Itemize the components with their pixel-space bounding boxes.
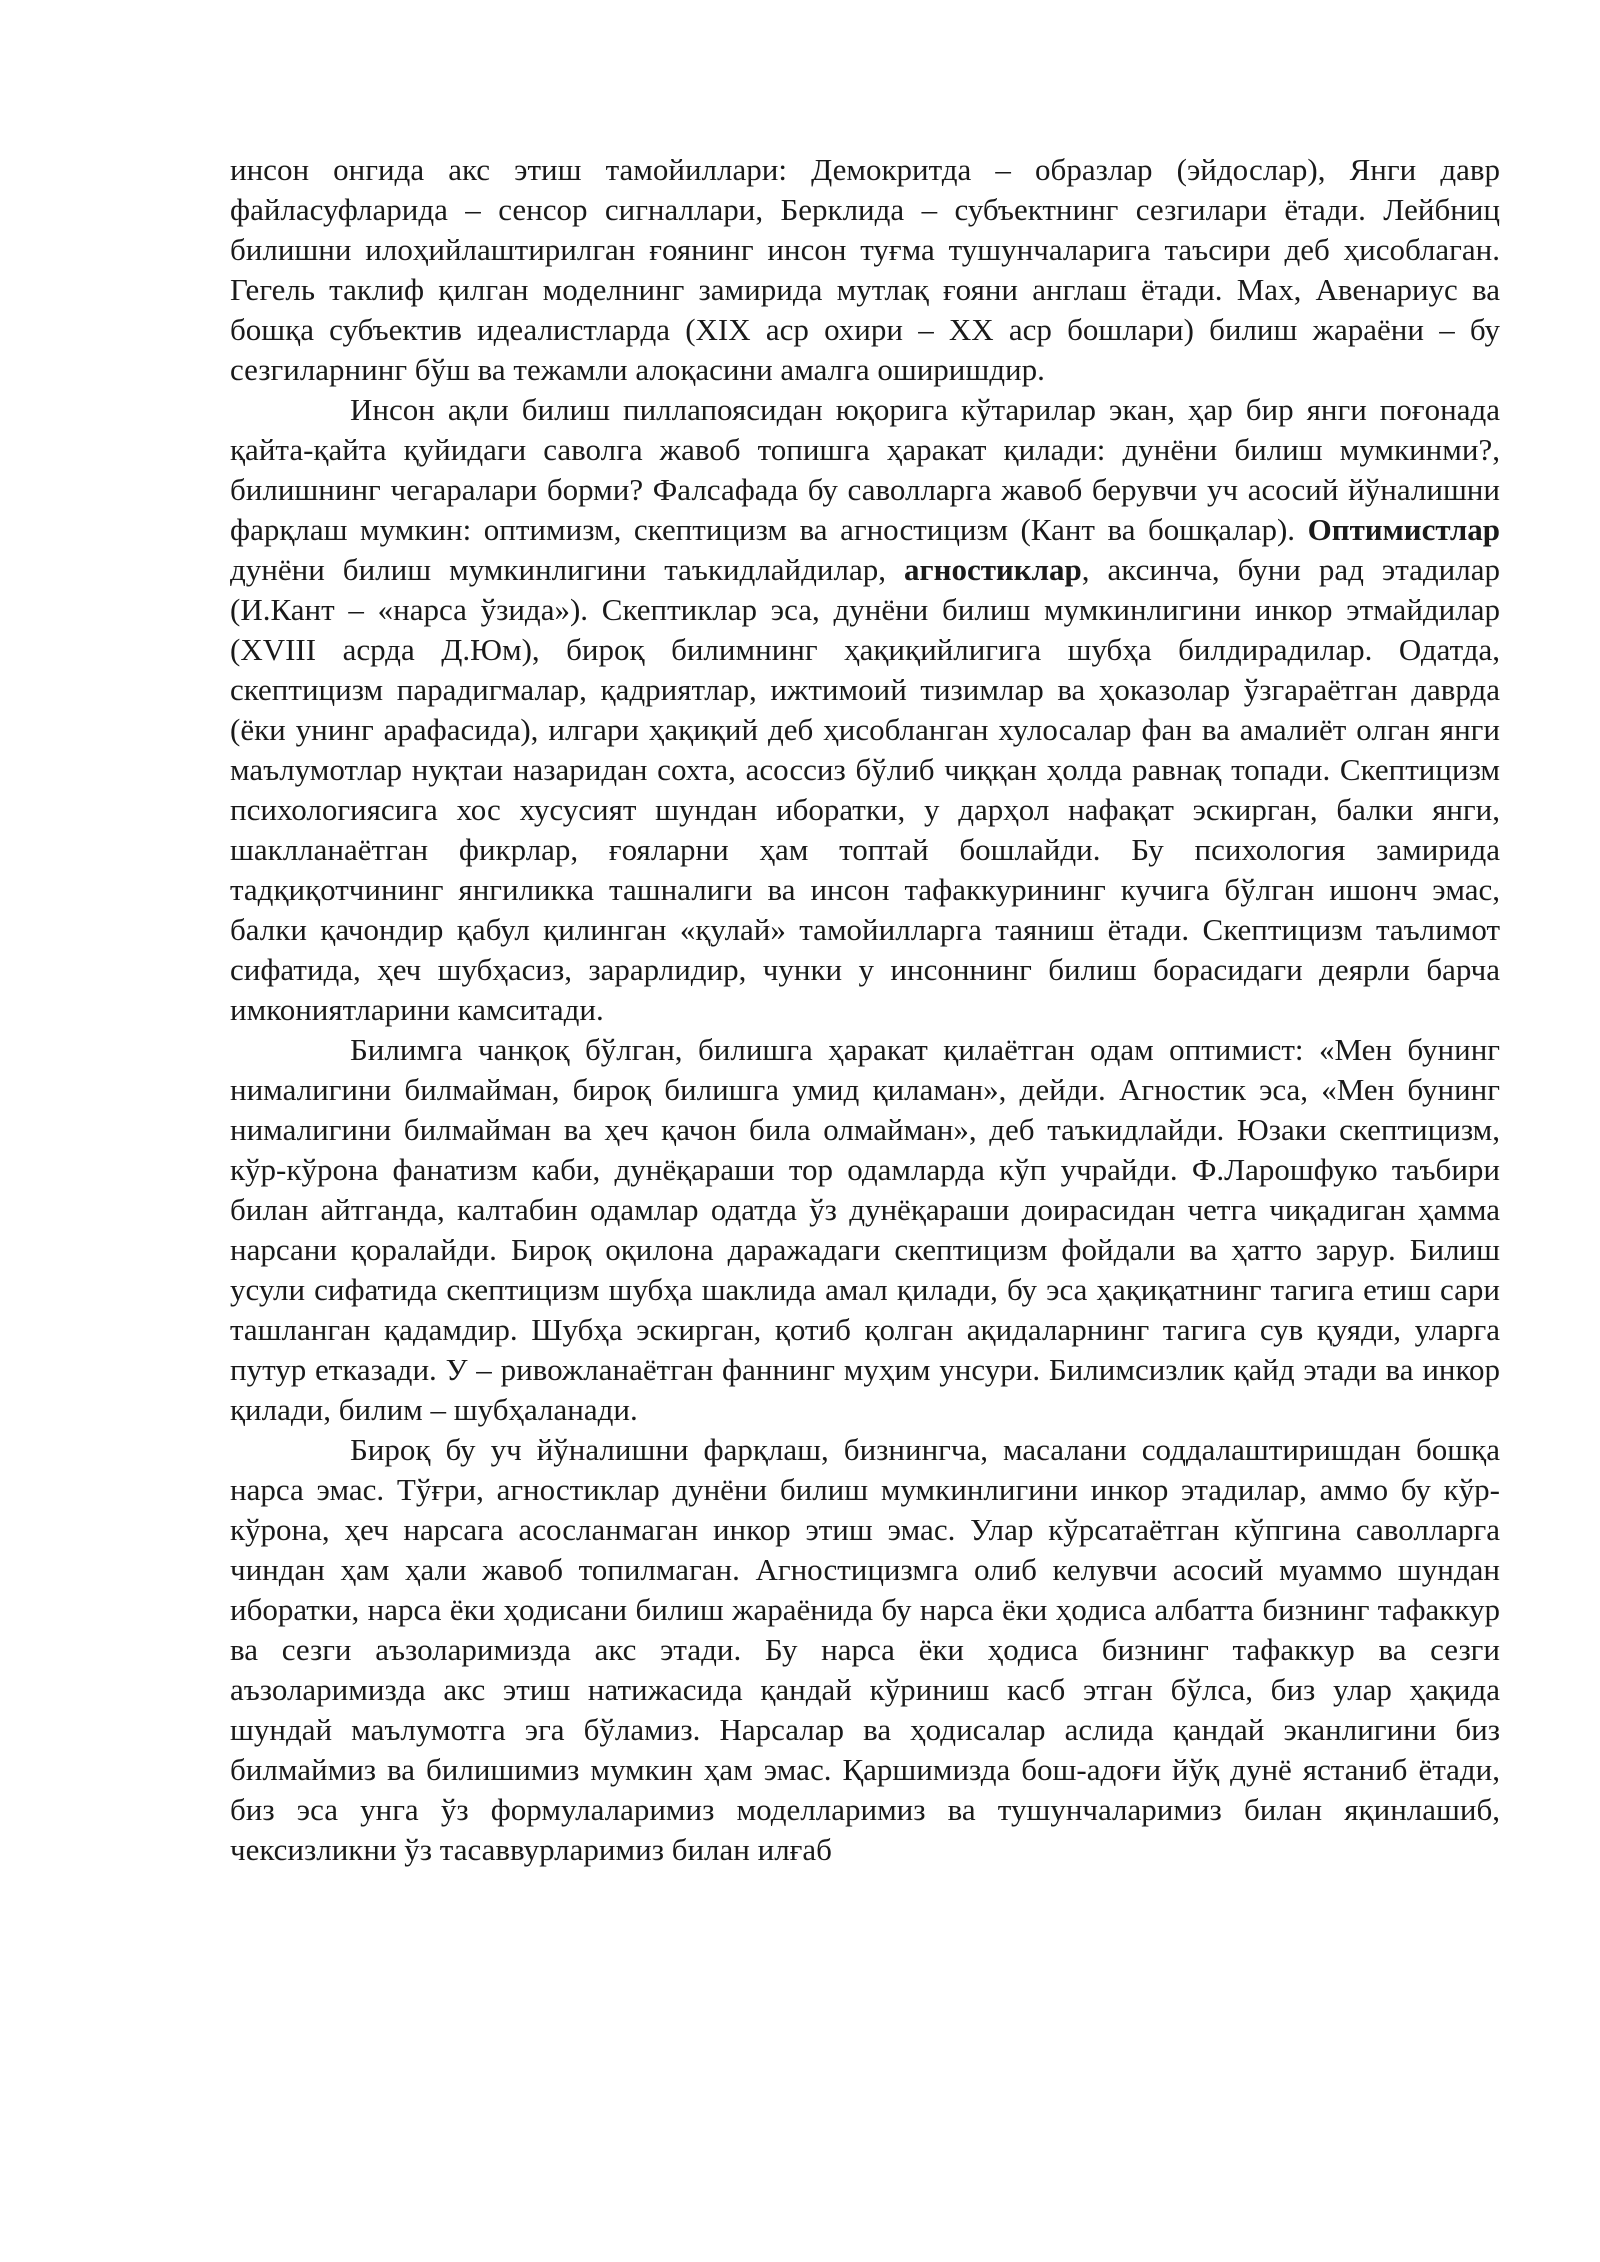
term-agnostics: агностиклар <box>904 552 1082 587</box>
paragraph-2 <box>230 390 1500 1030</box>
paragraph-2-text-a: Инсон ақли билиш пиллапоясидан юқорига кўтарилар экан, ҳар бир янги поғонада қайта-қайта қуйидаги саволга жавоб топишга ҳаракат қилади: дунёни билиш мумкинми?, билишнинг чегаралари борми? Фалсафада бу саволларга жавоб берувчи уч асосий йўналишни фарқлаш мумкин: оптимизм, скептицизм ва агностицизм (Кант ва бошқалар). <box>230 392 1500 547</box>
paragraph-4 <box>230 1430 1500 1870</box>
paragraph-1-text: инсон онгида акс этиш тамойиллари: Демокритда – образлар (эйдослар), Янги давр файласуфларида – сенсор сигналлари, Берклида – субъектнинг сезгилари ётади. Лейбниц билишни илоҳийлаштирилган ғоянинг инсон туғма тушунчаларига таъсири деб ҳисоблаган. Гегель таклиф қилган моделнинг замирида мутлақ ғояни англаш ётади. Мах, Авенариус ва бошқа субъектив идеалистларда (XIX аср охири – XX аср бошлари) билиш жараёни – бу сезгиларнинг бўш ва тежамли алоқасини амалга оширишдир. <box>230 152 1500 387</box>
paragraph-3-text: Билимга чанқоқ бўлган, билишга ҳаракат қилаётган одам оптимист: «Мен бунинг нималигини билмайман, бироқ билишга умид қиламан», дейди. Агностик эса, «Мен бунинг нималигини билмайман ва ҳеч қачон била олмайман», деб таъкидлайди. Юзаки скептицизм, кўр-кўрона фанатизм каби, дунёқараши тор одамларда кўп учрайди. Ф.Ларошфуко таъбири билан айтганда, калтабин одамлар одатда ўз дунёқараши доирасидан четга чиқадиган ҳамма нарсани қоралайди. Бироқ оқилона даражадаги скептицизм фойдали ва ҳатто зарур. Билиш усули сифатида скептицизм шубҳа шаклида амал қилади, бу эса ҳақиқатнинг тагига етиш сари ташланган қадамдир. Шубҳа эскирган, қотиб қолган ақидаларнинг тагига сув қуяди, уларга путур етказади. У – ривожланаётган фаннинг муҳим унсури. Билимсизлик қайд этади ва инкор қилади, билим – шубҳаланади. <box>230 1032 1500 1427</box>
term-optimists: Оптимистлар <box>1307 512 1500 547</box>
paragraph-3 <box>230 1030 1500 1430</box>
paragraph-2-text-c: , аксинча, буни рад этадилар (И.Кант – «нарса ўзида»). Скептиклар эса, дунёни билиш мумкинлигини инкор этмайдилар (XVIII асрда Д.Юм), бироқ билимнинг ҳақиқийлигига шубҳа билдирадилар. Одатда, скептицизм парадигмалар, қадриятлар, ижтимоий тизимлар ва ҳоказолар ўзгараётган даврда (ёки унинг арафасида), илгари ҳақиқий деб ҳисобланган хулосалар фан ва амалиёт олган янги маълумотлар нуқтаи назаридан сохта, асоссиз бўлиб чиққан ҳолда равнақ топади. Скептицизм психологиясига хос хусусият шундан иборатки, у дарҳол нафақат эскирган, балки янги, шаклланаётган фикрлар, ғояларни ҳам топтай бошлайди. Бу психология замирида тадқиқотчининг янгиликка ташналиги ва инсон тафаккурининг кучига бўлган ишонч эмас, балки қачондир қабул қилинган «қулай» тамойилларга таяниш ётади. Скептицизм таълимот сифатида, ҳеч шубҳасиз, зарарлидир, чунки у инсоннинг билиш борасидаги деярли барча имкониятларини камситади. <box>230 552 1500 1027</box>
paragraph-4-text: Бироқ бу уч йўналишни фарқлаш, бизнингча, масалани соддалаштиришдан бошқа нарса эмас. Тўғри, агностиклар дунёни билиш мумкинлигини инкор этадилар, аммо бу кўр-кўрона, ҳеч нарсага асосланмаган инкор этиш эмас. Улар кўрсатаётган кўпгина саволларга чиндан ҳам ҳали жавоб топилмаган. Агностицизмга олиб келувчи асосий муаммо шундан иборатки, нарса ёки ҳодисани билиш жараёнида бу нарса ёки ҳодиса албатта бизнинг тафаккур ва сезги аъзоларимизда акс этади. Бу нарса ёки ҳодиса бизнинг тафаккур ва сезги аъзоларимизда акс этиш натижасида қандай кўриниш касб этган бўлса, биз улар ҳақида шундай маълумотга эга бўламиз. Нарсалар ва ҳодисалар аслида қандай эканлигини биз билмаймиз ва билишимиз мумкин ҳам эмас. Қаршимизда бош-адоғи йўқ дунё ястаниб ётади, биз эса унга ўз формулаларимиз моделларимиз ва тушунчаларимиз билан яқинлашиб, чексизликни ўз тасаввурларимиз билан илғаб <box>230 1432 1500 1867</box>
paragraph-2-text-b: дунёни билиш мумкинлигини таъкидлайдилар, <box>230 552 904 587</box>
paragraph-1 <box>230 150 1500 390</box>
document-body <box>230 150 1500 1870</box>
